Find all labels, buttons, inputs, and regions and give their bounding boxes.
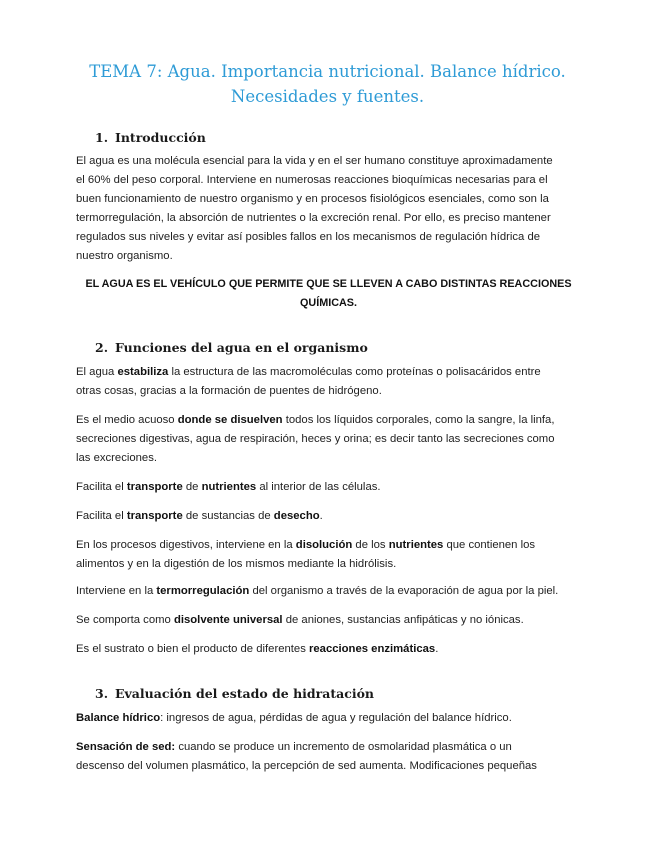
- intro-line: regulados sus niveles y evitar así posibles fallos en los mecanismos de regulación hídrica de: [76, 231, 541, 243]
- callout-line-1: EL AGUA ES EL VEHÍCULO QUE PERMITE QUE SE LLEVEN A CABO DISTINTAS REACCIONES: [85, 278, 572, 290]
- bold-term: disolución: [295, 539, 353, 551]
- function-paragraph-termorregulacion: [76, 582, 586, 601]
- paragraph-line: alimentos y en la digestión de los mismos mediante la hidrólisis.: [76, 558, 397, 570]
- function-paragraph-transporte-desecho: [76, 507, 586, 526]
- function-paragraph-estabiliza: [76, 363, 586, 401]
- paragraph-line: Se comporta como disolvente universal de aniones, sustancias anfipáticas y no iónicas.: [76, 614, 524, 626]
- document-title: [60, 59, 595, 109]
- paragraph-line: Interviene en la termorregulación del organismo a través de la evaporación de agua por la piel.: [76, 585, 559, 597]
- paragraph-line: Facilita el transporte de sustancias de desecho.: [76, 510, 323, 522]
- function-paragraph-digestion: [76, 536, 586, 574]
- section-heading-hidratacion: [95, 686, 374, 701]
- bold-term: desecho: [273, 510, 320, 522]
- bold-term: nutrientes: [201, 481, 257, 493]
- hydration-paragraph-balance: [76, 709, 586, 728]
- intro-line: termorregulación, la absorción de nutrientes o la excreción renal. Por ello, es preciso mantener: [76, 212, 551, 224]
- bold-term: transporte: [126, 510, 183, 522]
- intro-line: nuestro organismo.: [76, 250, 173, 262]
- paragraph-line: otras cosas, gracias a la formación de puentes de hidrógeno.: [76, 385, 382, 397]
- intro-callout: [76, 275, 581, 313]
- section-number: 2.: [95, 340, 109, 355]
- section-title: Funciones del agua en el organismo: [115, 340, 368, 355]
- paragraph-line: Es el sustrato o bien el producto de diferentes reacciones enzimáticas.: [76, 643, 439, 655]
- section-title: Evaluación del estado de hidratación: [115, 686, 375, 701]
- paragraph-line: Balance hídrico: ingresos de agua, pérdidas de agua y regulación del balance hídrico.: [76, 712, 512, 724]
- bold-term: transporte: [126, 481, 183, 493]
- function-paragraph-disolvente: [76, 611, 586, 630]
- title-line-2: Necesidades y fuentes.: [230, 87, 425, 106]
- intro-line: buen funcionamiento de nuestro organismo y en procesos fisiológicos esenciales, como son la: [76, 193, 549, 205]
- bold-term: donde se disuelven: [177, 414, 283, 426]
- title-line-1: TEMA 7: Agua. Importancia nutricional. Balance hídrico.: [89, 62, 566, 81]
- bold-term: nutrientes: [388, 539, 444, 551]
- section-heading-introduccion: [95, 130, 206, 145]
- intro-paragraph: [76, 152, 586, 266]
- section-heading-funciones: [95, 340, 368, 355]
- section-number: 3.: [95, 686, 109, 701]
- section-title: Introducción: [115, 130, 206, 145]
- paragraph-line: Facilita el transporte de nutrientes al interior de las células.: [76, 481, 381, 493]
- hydration-paragraph-sed: [76, 738, 586, 776]
- paragraph-line: Sensación de sed: cuando se produce un incremento de osmolaridad plasmática o un: [76, 741, 512, 753]
- paragraph-line: El agua estabiliza la estructura de las macromoléculas como proteínas o polisacáridos entre: [76, 366, 541, 378]
- function-paragraph-enzimaticas: [76, 640, 586, 659]
- function-paragraph-medio-acuoso: [76, 411, 586, 468]
- intro-line: el 60% del peso corporal. Interviene en numerosas reacciones bioquímicas necesarias para el: [76, 174, 548, 186]
- paragraph-line: En los procesos digestivos, interviene en la disolución de los nutrientes que contienen los: [76, 539, 536, 551]
- bold-term: Sensación de sed:: [76, 741, 176, 753]
- function-paragraph-transporte-nutrientes: [76, 478, 586, 497]
- paragraph-line: las excreciones.: [76, 452, 157, 464]
- paragraph-line: descenso del volumen plasmático, la percepción de sed aumenta. Modificaciones pequeñas: [76, 760, 537, 772]
- bold-term: Balance hídrico: [76, 712, 161, 724]
- bold-term: estabiliza: [117, 366, 169, 378]
- paragraph-line: Es el medio acuoso donde se disuelven todos los líquidos corporales, como la sangre, la linfa,: [76, 414, 555, 426]
- paragraph-line: secreciones digestivas, agua de respiración, heces y orina; es decir tanto las secreciones como: [76, 433, 555, 445]
- bold-term: reacciones enzimáticas: [308, 643, 436, 655]
- callout-line-2: QUÍMICAS.: [300, 297, 357, 309]
- intro-line: El agua es una molécula esencial para la vida y en el ser humano constituye aproximadamente: [76, 155, 553, 167]
- bold-term: termorregulación: [156, 585, 250, 597]
- bold-term: disolvente universal: [173, 614, 283, 626]
- section-number: 1.: [95, 130, 109, 145]
